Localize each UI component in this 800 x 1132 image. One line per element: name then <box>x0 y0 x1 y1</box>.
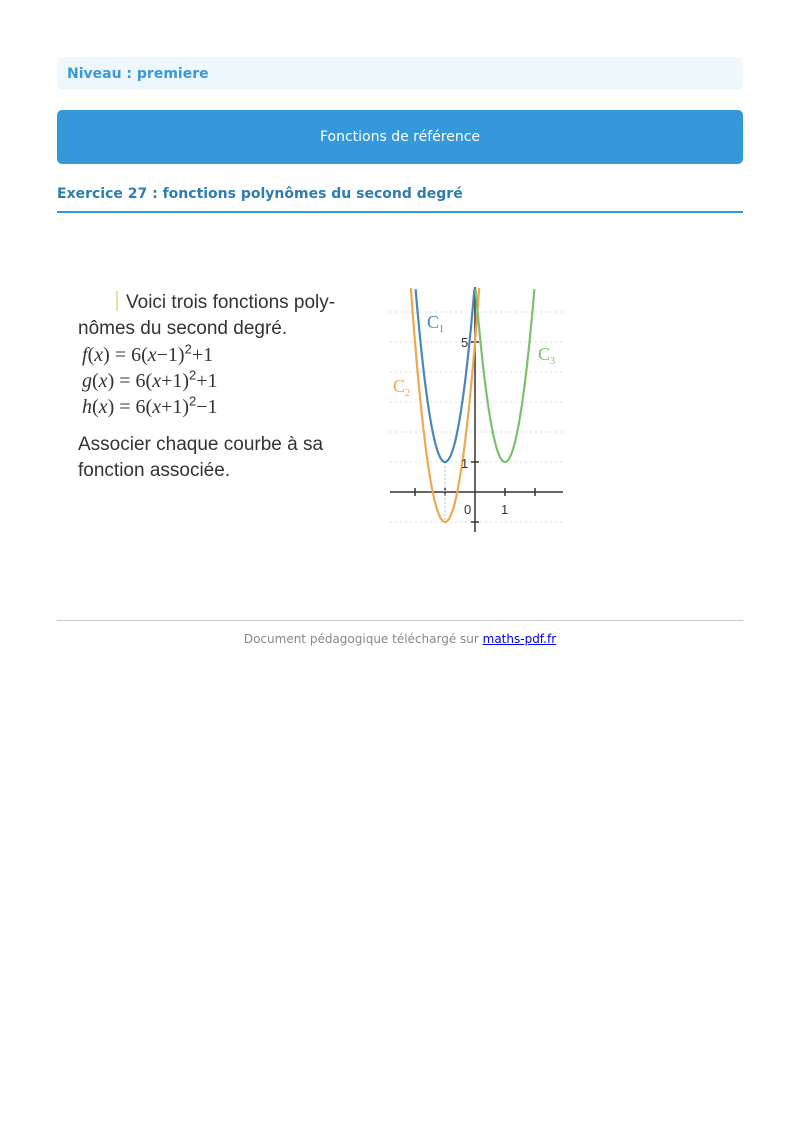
topic-banner <box>57 110 743 164</box>
curve-label-c2: $C_2$ <box>393 376 411 399</box>
topic-title: Fonctions de référence <box>319 129 481 145</box>
exercise-title: Exercice 27 : fonctions polynômes du second degré <box>57 186 743 213</box>
level-label: Niveau : premiere <box>67 65 209 82</box>
task-line-2: fonction associée. <box>78 460 231 481</box>
footer <box>0 632 800 646</box>
formula-h: $h(x) = 6(x+1)^2-1$ <box>82 393 218 418</box>
curve-label-c3: $C_3$ <box>538 344 556 367</box>
curve-c3 <box>476 289 535 462</box>
parabola-graph <box>385 282 570 537</box>
tick-label-y-one: 1 <box>461 456 469 471</box>
level-bar <box>57 57 743 90</box>
indent-marker <box>116 291 118 311</box>
intro-line-2: nômes du second degré. <box>78 318 288 339</box>
formula-f: $f(x) = 6(x-1)^2+1$ <box>82 341 214 366</box>
footer-divider <box>57 620 743 621</box>
tick-label-y-five: 5 <box>461 335 469 350</box>
curve-label-c1: $C_1$ <box>427 312 445 335</box>
tick-label-origin: 0 <box>464 502 472 517</box>
formula-g: $g(x) = 6(x+1)^2+1$ <box>82 367 218 392</box>
task-line-1: Associer chaque courbe à sa <box>78 434 324 455</box>
tick-label-x-one: 1 <box>501 502 509 517</box>
footer-text: Document pédagogique téléchargé sur <box>243 632 483 646</box>
exercise-statement <box>78 290 378 484</box>
intro-line-1 <box>78 290 378 316</box>
exercise-figure <box>70 282 570 542</box>
footer-link[interactable]: maths-pdf.fr <box>482 632 557 646</box>
intro-text-1: Voici trois fonctions poly- <box>126 292 336 313</box>
